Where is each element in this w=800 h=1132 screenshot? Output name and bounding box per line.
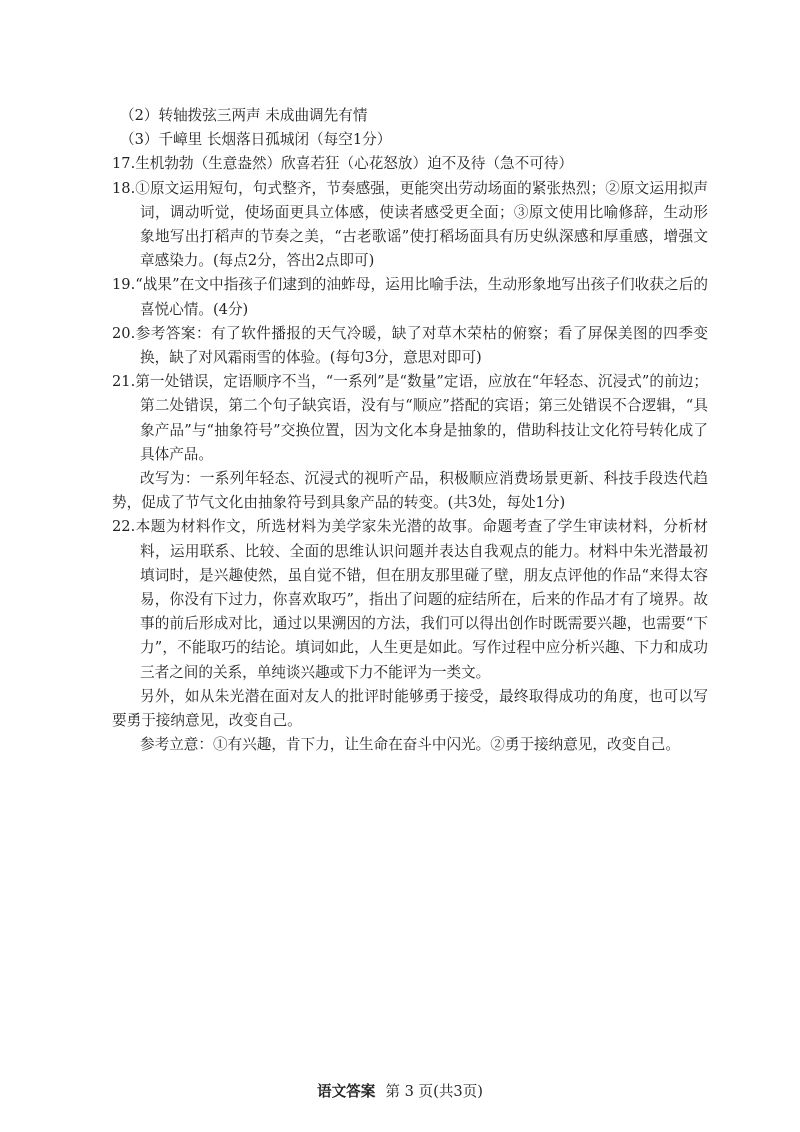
answer-21-rewrite: 改写为：一系列年轻态、沉浸式的视听产品，积极顺应消费场景更新、科技手段迭代趋势，促成了节气文化由抽象符号到具象产品的转变。(共3处，每处1分) (112, 470, 708, 512)
answer-22-extra: 另外，如从朱光潜在面对友人的批评时能够勇于接受，最终取得成功的角度，也可以写要勇于接纳意见，改变自己。 (112, 687, 708, 730)
footer-page-number: 第 3 页(共3页) (385, 1083, 483, 1100)
answer-16-part-3: （3）千嶂里 长烟落日孤城闭（每空1分） (120, 131, 392, 149)
answer-page (112, 104, 708, 757)
footer-subject: 语文答案 (316, 1083, 376, 1100)
answer-17: 17.生机勃勃（生意盎然）欣喜若狂（心花怒放）迫不及待（急不可待） (112, 155, 574, 173)
answer-20: 20.参考答案：有了软件播报的天气冷暖，缺了对草木荣枯的俯察；看了屏保美图的四季变换，缺了对风霜雨雪的体验。(每句3分，意思对即可) (112, 324, 708, 367)
answer-16-part-2: （2）转轴拨弦三两声 未成曲调先有情 (120, 107, 368, 124)
answer-22-reference: 参考立意：①有兴趣，肯下力，让生命在奋斗中闪光。②勇于接纳意见，改变自己。 (140, 736, 680, 754)
answer-18: 18.①原文运用短句，句式整齐，节奏感强，更能突出劳动场面的紧张热烈；②原文运用拟声词，调动听觉，使场面更具立体感，使读者感受更全面；③原文使用比喻修辞，生动形象地写出打稻声的节奏之美，“古老歌谣”使打稻场面具有历史纵深感和厚重感，增强文章感染力。(每点2分，答出2点即可) (112, 179, 708, 270)
answer-19: 19.“战果”在文中指孩子们逮到的油蚱母，运用比喻手法，生动形象地写出孩子们收获之后的喜悦心情。(4分) (112, 276, 708, 318)
page-footer (0, 1082, 800, 1102)
answer-22: 22.本题为材料作文，所选材料为美学家朱光潜的故事。命题考查了学生审读材料，分析材料，运用联系、比较、全面的思维认识问题并表达自我观点的能力。材料中朱光潜最初填词时，是兴趣使然，虽自觉不错，但在朋友那里碰了壁，朋友点评他的作品“来得太容易，你没有下过力，你喜欢取巧”，指出了问题的症结所在，后来的作品才有了境界。故事的前后形成对比，通过以果溯因的方法，我们可以得出创作时既需要兴趣，也需要“下力”，不能取巧的结论。填词如此，人生更是如此。写作过程中应分析兴趣、下力和成功三者之间的关系，单纯谈兴趣或下力不能评为一类文。 (112, 518, 708, 681)
answer-21: 21.第一处错误，定语顺序不当，“一系列”是“数量”定语，应放在“年轻态、沉浸式”的前边；第二处错误，第二个句子缺宾语，没有与“顺应”搭配的宾语；第三处错误不合逻辑，“具象产品”与“抽象符号”交换位置，因为文化本身是抽象的，借助科技让文化符号转化成了具体产品。 (112, 373, 708, 463)
